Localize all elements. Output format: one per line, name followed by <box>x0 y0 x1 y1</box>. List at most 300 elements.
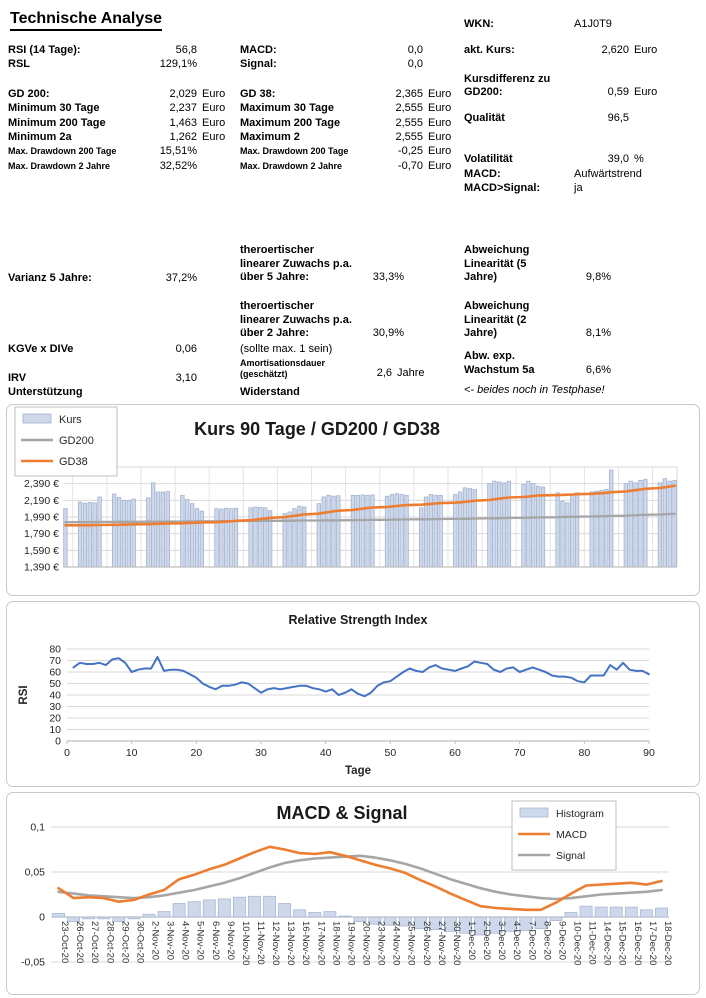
stat-row <box>240 44 462 58</box>
kurs-bar <box>200 511 204 567</box>
legend-label: Histogram <box>556 808 604 820</box>
x-tick-label: 3-Nov-20 <box>164 921 176 961</box>
stat-row <box>464 44 668 58</box>
page-title: Technische Analyse <box>10 10 162 31</box>
stat-unit: Euro <box>202 102 226 115</box>
x-tick-label: 17-Dec-20 <box>646 921 658 966</box>
histogram-bar <box>53 913 65 917</box>
kurs-bar <box>541 487 545 567</box>
kurs-bar <box>98 497 102 567</box>
spacer <box>464 32 668 44</box>
histogram-bar <box>625 907 637 917</box>
x-tick-label: 26-Nov-20 <box>420 921 432 966</box>
kurs-bar <box>302 507 306 567</box>
x-tick-label: 14-Dec-20 <box>601 921 613 966</box>
kurs-bar <box>351 495 355 567</box>
spacer <box>464 59 668 73</box>
x-tick-label: 26-Oct-20 <box>74 921 86 964</box>
stat-row <box>8 117 236 131</box>
stat-value: 2,555 <box>395 102 423 115</box>
zuwachs5-value: 33,3% <box>372 271 404 283</box>
y-tick-label: 20 <box>49 712 61 725</box>
y-tick-label: 1,990 € <box>23 511 59 524</box>
x-tick-label: 4-Nov-20 <box>179 921 191 961</box>
kurs-bar <box>83 503 87 567</box>
spacer <box>464 99 668 112</box>
histogram-bar <box>248 896 260 917</box>
x-tick-label: 19-Nov-20 <box>345 921 357 966</box>
kurs-bar <box>570 495 574 567</box>
kurs-bar <box>575 493 579 567</box>
kurs-bar <box>566 503 570 567</box>
stat-unit: Euro <box>202 130 226 143</box>
kurs-bar <box>366 495 370 567</box>
stat-value: 0,0 <box>407 58 423 71</box>
kurs-bar <box>88 502 92 567</box>
x-tick-label: 24-Nov-20 <box>390 921 402 966</box>
stat-value: 32,52% <box>159 159 197 172</box>
spacer <box>8 73 236 88</box>
kurs-bar <box>186 500 190 568</box>
abwexp-value: 6,6% <box>585 363 611 376</box>
x-tick-label: 10-Dec-20 <box>571 921 583 966</box>
x-tick-label: 4-Dec-20 <box>511 921 523 961</box>
x-tick-label: 8-Dec-20 <box>541 921 553 961</box>
abw2-row <box>464 300 668 341</box>
stat-row <box>464 112 668 126</box>
y-tick-label: 2,390 € <box>23 478 59 491</box>
x-tick-label: 0 <box>64 747 70 759</box>
stat-row <box>240 160 462 174</box>
kurs-bar <box>463 488 467 567</box>
widerstand-label: Widerstand <box>240 386 300 398</box>
kurs-bar <box>263 508 267 567</box>
x-tick-label: 16-Dec-20 <box>631 921 643 966</box>
stat-label: WKN: <box>464 18 494 30</box>
stat-row <box>8 131 236 145</box>
irv-label: IRV <box>8 372 27 384</box>
stat-label: Maximum 30 Tage <box>240 102 334 115</box>
histogram-bar <box>218 899 230 917</box>
kurs-bar <box>507 481 511 567</box>
kurs-legend <box>15 407 117 476</box>
kurs-bar <box>673 480 677 567</box>
x-tick-label: 2-Nov-20 <box>149 921 161 961</box>
kurs-bar <box>527 481 531 567</box>
zuwachs2-label: theroertischer linearer Zuwachs p.a. über 2 Jahre: <box>240 300 352 339</box>
rsi-chart <box>6 601 700 787</box>
kurs-bar <box>488 484 492 567</box>
kurs-bar <box>161 492 165 567</box>
stat-label: Maximum 2 <box>240 130 300 143</box>
stat-value: 2,620 <box>601 44 629 57</box>
kurs-bar <box>220 509 224 567</box>
histogram-bar <box>294 910 306 917</box>
stat-row <box>8 160 236 174</box>
x-tick-label: 7-Dec-20 <box>526 921 538 961</box>
histogram-bar <box>324 912 336 917</box>
kurs-bar <box>64 509 68 567</box>
kurs-bar <box>439 495 443 567</box>
widerstand-row <box>240 386 462 400</box>
stat-value: 2,237 <box>169 102 197 115</box>
kurs-bar <box>78 502 82 567</box>
stat-row <box>464 73 668 99</box>
x-tick-label: 20 <box>190 747 203 759</box>
stat-value: 2,555 <box>395 130 423 143</box>
y-tick-label: 2,190 € <box>23 494 59 507</box>
stat-label: MACD>Signal: <box>464 181 541 194</box>
y-tick-label: 1,790 € <box>23 528 59 541</box>
stat-row <box>464 168 668 182</box>
testphase-note-row <box>464 384 700 398</box>
kurs-bar <box>127 500 131 567</box>
stat-label: Qualität <box>464 111 505 124</box>
histogram-bar <box>339 916 351 917</box>
stat-value: -0,70 <box>397 159 423 172</box>
varianz-row <box>8 272 236 286</box>
histogram-bar <box>143 914 155 917</box>
amort-unit: Jahre <box>397 366 425 379</box>
histogram-bar <box>580 906 592 917</box>
x-tick-label: 30-Nov-20 <box>450 921 462 966</box>
stat-row <box>240 102 462 116</box>
x-tick-label: 23-Nov-20 <box>375 921 387 966</box>
y-tick-label: 60 <box>49 666 61 679</box>
stat-label: Minimum 2a <box>8 130 72 143</box>
kurs-bar <box>600 490 604 567</box>
chart-title: Relative Strength Index <box>288 613 428 627</box>
rsi-line <box>74 657 650 696</box>
y-tick-label: 0 <box>39 911 45 924</box>
stat-label: RSI (14 Tage): <box>8 44 81 56</box>
stat-value: Aufwärtstrend <box>574 167 642 180</box>
stat-value: 2,365 <box>395 87 423 100</box>
stat-unit: Euro <box>428 130 452 143</box>
kurs-bar <box>195 509 199 567</box>
legend-label: Signal <box>556 850 586 862</box>
kurs-bar <box>293 509 297 567</box>
kurs-bar <box>224 508 228 567</box>
x-tick-label: 40 <box>319 747 332 759</box>
unterstuetzung-label: Unterstützung <box>8 386 83 398</box>
stat-row <box>8 88 236 102</box>
kurs-bar <box>663 479 667 567</box>
kurs-bar <box>332 496 336 567</box>
x-tick-label: 25-Nov-20 <box>405 921 417 966</box>
y-tick-label: 80 <box>49 643 61 656</box>
abw5-value: 9,8% <box>585 271 611 283</box>
x-tick-label: 18-Dec-20 <box>662 921 673 966</box>
kurs-bar <box>561 501 565 567</box>
unterstuetzung-row <box>8 386 236 400</box>
kurs-bar <box>254 507 258 567</box>
x-axis <box>64 741 655 759</box>
x-tick-label: 15-Dec-20 <box>616 921 628 966</box>
x-tick-label: 5-Nov-20 <box>194 921 206 961</box>
stat-label: Max. Drawdown 2 Jahre <box>8 160 111 171</box>
kurs-bar <box>493 481 497 567</box>
stat-value: 15,51% <box>159 145 197 158</box>
stat-unit: Euro <box>428 159 452 172</box>
sollte-note: (sollte max. 1 sein) <box>240 343 333 355</box>
kurs-bar <box>147 498 151 567</box>
stat-label: GD 38: <box>240 87 276 100</box>
stat-row <box>240 145 462 159</box>
kurs-chart <box>6 404 700 596</box>
histogram-bar <box>173 904 185 918</box>
spacer <box>240 73 462 88</box>
kurs-bar <box>634 483 638 567</box>
kurs-bar <box>629 481 633 567</box>
irv-row <box>8 372 236 386</box>
y-tick-label: 70 <box>49 655 61 667</box>
x-tick-label: 10 <box>125 747 138 759</box>
stats-column-right <box>464 18 668 196</box>
stat-row <box>8 102 236 116</box>
x-tick-label: 28-Oct-20 <box>104 921 116 964</box>
kurs-bar <box>609 470 613 567</box>
abw2-value: 8,1% <box>585 327 611 339</box>
legend-label: GD200 <box>59 435 94 447</box>
zuwachs2-row <box>240 300 462 341</box>
kurs-bar <box>117 497 121 567</box>
zuwachs5-label: theroertischer linearer Zuwachs p.a. über 5 Jahre: <box>240 244 352 283</box>
kurs-bar <box>181 495 185 567</box>
stat-value: 2,555 <box>395 116 423 129</box>
stat-unit: Euro <box>634 44 658 57</box>
histogram-bar <box>203 900 215 917</box>
stat-label: Kursdifferenz zu GD200: <box>464 72 551 98</box>
zuwachs2-value: 30,9% <box>372 327 404 339</box>
x-tick-label: 27-Oct-20 <box>89 921 101 964</box>
stat-label: Maximum 200 Tage <box>240 116 341 129</box>
histogram-bar <box>98 917 110 919</box>
stat-row <box>464 153 668 167</box>
x-tick-label: 30 <box>255 747 267 759</box>
histogram-bar <box>279 904 291 918</box>
stat-label: Max. Drawdown 2 Jahre <box>240 160 343 171</box>
stat-unit: Euro <box>428 145 452 158</box>
kurs-bar <box>156 492 160 567</box>
chart-title: MACD & Signal <box>276 803 408 823</box>
x-tick-label: 12-Nov-20 <box>270 921 282 966</box>
kurs-bar <box>497 482 501 567</box>
kurs-bar <box>536 486 540 567</box>
abw5-label: Abweichung Linearität (5 Jahre) <box>464 244 530 283</box>
y-tick-label: 1,390 € <box>23 561 59 574</box>
kurs-bar <box>229 509 233 567</box>
histogram-bar <box>610 907 622 917</box>
kurs-bar <box>190 504 194 567</box>
histogram-bar <box>595 907 607 917</box>
macd-chart-svg <box>7 793 698 993</box>
histogram-bar <box>309 913 321 918</box>
macd-legend <box>512 801 616 870</box>
y-tick-label: 0 <box>55 735 61 748</box>
stat-value: 129,1% <box>159 58 197 71</box>
stat-row <box>240 131 462 145</box>
stat-value: 1,262 <box>169 130 197 143</box>
y-axis-title: RSI <box>18 685 30 705</box>
abwexp-label: Abw. exp. Wachstum 5a <box>464 350 535 376</box>
stat-value: 0,0 <box>407 44 423 56</box>
kurs-bar <box>668 481 672 567</box>
histogram-bar <box>158 912 170 917</box>
kurs-bar <box>658 483 662 567</box>
chart-title: Kurs 90 Tage / GD200 / GD38 <box>194 419 440 439</box>
testphase-note: <- beides noch in Testphase! <box>464 384 605 396</box>
x-tick-label: 60 <box>449 747 461 759</box>
stat-value: 96,5 <box>607 111 629 124</box>
x-tick-label: 1-Dec-20 <box>466 921 477 961</box>
kurs-bar <box>112 494 116 567</box>
amort-value: 2,6 <box>376 366 392 379</box>
kurs-bar <box>454 495 458 568</box>
kurs-bar <box>93 503 97 567</box>
kurs-bar <box>371 495 375 567</box>
stat-value: A1J0T9 <box>574 18 612 30</box>
stat-value: 39,0 <box>607 153 629 166</box>
kurs-bar <box>644 480 648 568</box>
histogram-bar <box>233 897 245 917</box>
kurs-bar <box>234 508 238 567</box>
y-tick-label: 0,05 <box>24 866 45 879</box>
kurs-bar <box>166 492 170 567</box>
sollte-note-row <box>240 343 462 357</box>
x-tick-label: 17-Nov-20 <box>315 921 327 966</box>
stat-unit: Euro <box>428 87 452 100</box>
zuwachs5-row <box>240 244 462 285</box>
stat-value: 1,463 <box>169 116 197 129</box>
kurs-bar <box>122 500 126 567</box>
stat-row <box>8 44 236 58</box>
stat-unit: Euro <box>428 102 452 115</box>
kurs-bar <box>215 509 219 567</box>
stat-value: 2,029 <box>169 87 197 100</box>
legend-label: Kurs <box>59 414 82 426</box>
irv-value: 3,10 <box>175 372 197 384</box>
y-tick-label: 0,1 <box>30 821 45 834</box>
abw2-label: Abweichung Linearität (2 Jahre) <box>464 300 530 339</box>
stat-value: 56,8 <box>175 44 197 56</box>
x-axis-labels <box>59 921 673 965</box>
legend-label: MACD <box>556 829 587 841</box>
legend-bar-swatch <box>520 808 548 817</box>
kurs-bar <box>337 496 341 567</box>
stat-value: 0,59 <box>607 85 629 98</box>
kgve-value: 0,06 <box>175 343 197 355</box>
kurs-bar <box>356 495 360 567</box>
x-tick-label: 18-Nov-20 <box>330 921 342 966</box>
legend-bar-swatch <box>23 414 51 423</box>
y-tick-label: 50 <box>49 678 61 690</box>
varianz-label: Varianz 5 Jahre: <box>8 272 92 284</box>
x-tick-label: 23-Oct-20 <box>59 921 70 964</box>
stat-label: GD 200: <box>8 87 50 100</box>
x-tick-label: 16-Nov-20 <box>300 921 312 966</box>
kurs-bar <box>424 497 428 567</box>
y-tick-label: 1,590 € <box>23 544 59 557</box>
kgve-row <box>8 343 236 357</box>
kurs-bar <box>502 483 506 567</box>
x-axis-title: Tage <box>345 765 371 777</box>
legend-label: GD38 <box>59 456 88 468</box>
macd-chart <box>6 792 700 995</box>
x-tick-label: 9-Dec-20 <box>556 921 568 961</box>
amort-row <box>240 358 462 380</box>
kurs-chart-svg <box>7 405 698 594</box>
histogram-bar <box>128 917 140 919</box>
kurs-bar <box>434 495 438 567</box>
stats-column-left <box>8 44 236 174</box>
stat-label: akt. Kurs: <box>464 44 515 57</box>
kurs-bar <box>327 495 331 567</box>
varianz-value: 37,2% <box>165 272 197 284</box>
stat-row <box>240 58 462 72</box>
kurs-bar <box>556 493 560 567</box>
stat-label: RSL <box>8 58 30 71</box>
stat-label: MACD: <box>464 167 501 180</box>
histogram-bar <box>188 902 200 917</box>
stat-unit: Euro <box>428 116 452 129</box>
histogram-bar <box>640 910 652 917</box>
stat-unit: Euro <box>634 85 658 98</box>
stat-unit: % <box>634 153 644 166</box>
stat-label: Signal: <box>240 58 277 71</box>
kurs-bar <box>322 497 326 567</box>
x-tick-label: 6-Nov-20 <box>209 921 221 961</box>
kurs-bar <box>595 491 599 567</box>
spacer <box>464 126 668 153</box>
x-tick-label: 2-Dec-20 <box>481 921 493 961</box>
kurs-bar <box>624 484 628 567</box>
x-tick-label: 9-Nov-20 <box>224 921 236 961</box>
x-tick-label: 90 <box>643 747 655 759</box>
kurs-bar <box>249 508 253 567</box>
kurs-bar <box>639 480 643 567</box>
stat-value: ja <box>574 181 583 194</box>
kurs-bar <box>590 492 594 567</box>
y-tick-label: 40 <box>49 689 61 702</box>
abwexp-row <box>464 350 668 377</box>
kurs-bar <box>419 508 423 567</box>
stat-row <box>240 117 462 131</box>
x-tick-label: 20-Nov-20 <box>360 921 372 966</box>
stat-unit: Euro <box>202 116 226 129</box>
y-tick-label: 30 <box>49 701 61 713</box>
x-tick-label: 70 <box>513 747 526 759</box>
histogram-bar <box>264 896 276 917</box>
y-axis <box>24 462 59 574</box>
histogram-bar <box>565 913 577 918</box>
stat-label: Volatilität <box>464 153 513 166</box>
histogram-bar <box>655 908 667 917</box>
x-tick-label: 50 <box>384 747 397 759</box>
abw5-row <box>464 244 668 285</box>
amort-label: Amortisationsdauer (geschätzt) <box>240 358 326 379</box>
stat-label: Minimum 200 Tage <box>8 116 106 129</box>
x-tick-label: 13-Nov-20 <box>285 921 297 966</box>
stat-label: MACD: <box>240 44 277 56</box>
stat-label: Max. Drawdown 200 Tage <box>240 146 349 157</box>
x-tick-label: 11-Nov-20 <box>255 921 266 965</box>
stat-row <box>8 145 236 159</box>
x-tick-label: 27-Nov-20 <box>435 921 447 966</box>
y-tick-label: -0,05 <box>21 956 45 969</box>
x-tick-label: 3-Dec-20 <box>496 921 508 961</box>
x-tick-label: 10-Nov-20 <box>239 921 251 966</box>
